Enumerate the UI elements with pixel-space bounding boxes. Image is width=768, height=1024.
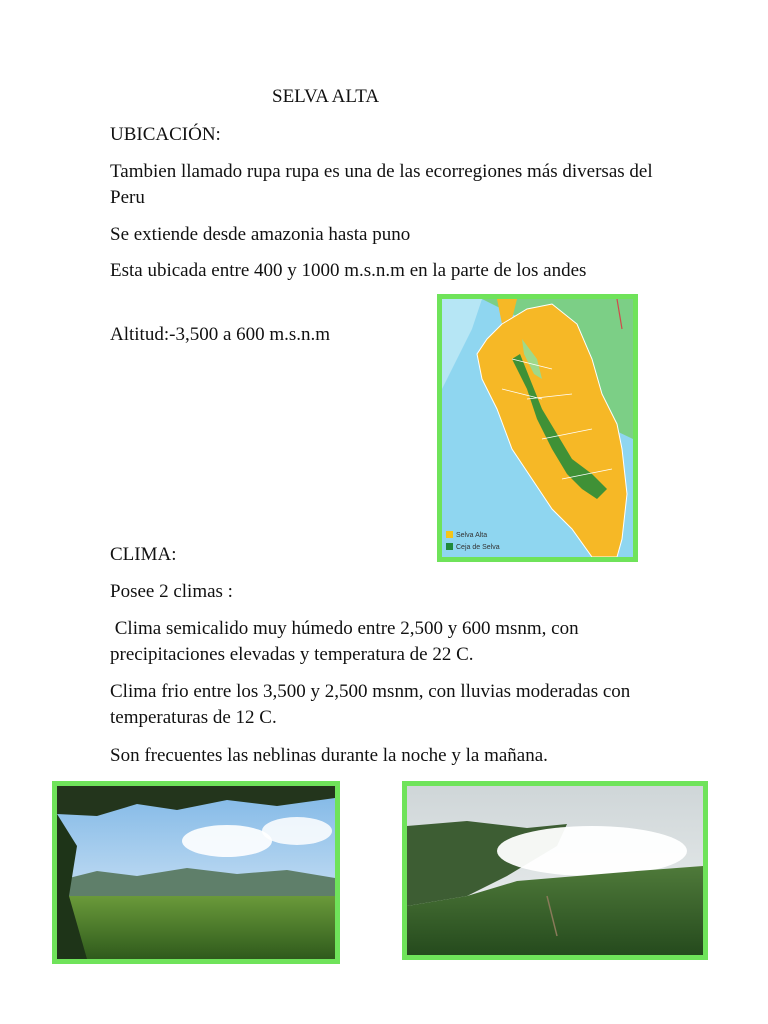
landscape-photo-1 xyxy=(52,781,340,964)
landscape-photo-2-graphic xyxy=(407,786,703,955)
legend-label-ceja-de-selva: Ceja de Selva xyxy=(456,544,500,551)
ubicacion-paragraph-3: Esta ubicada entre 400 y 1000 m.s.n.m en la parte de los andes xyxy=(110,260,587,281)
ubicacion-paragraph-2: Se extiende desde amazonia hasta puno xyxy=(110,224,411,245)
clima-paragraph-1: Posee 2 climas : xyxy=(110,581,233,602)
legend-swatch-selva-alta xyxy=(446,531,453,538)
cloud xyxy=(262,817,332,845)
ubicacion-paragraph-1: Tambien llamado rupa rupa es una de las ecorregiones más diversas del Peru xyxy=(110,161,653,208)
clima-paragraph-2: Clima semicalido muy húmedo entre 2,500 y 600 msnm, con precipitaciones elevadas y temperatura de 22 C. xyxy=(110,618,584,665)
ubicacion-heading: UBICACIÓN: xyxy=(110,124,221,145)
legend-label-selva-alta: Selva Alta xyxy=(456,532,488,539)
clima-paragraph-4: Son frecuentes las neblinas durante la noche y la mañana. xyxy=(110,745,548,766)
mist-cloud xyxy=(497,826,687,876)
altitude-text: Altitud:-3,500 a 600 m.s.n.m xyxy=(110,324,331,345)
cloud xyxy=(182,825,272,857)
clima-paragraph-3: Clima frio entre los 3,500 y 2,500 msnm, con lluvias moderadas con temperaturas de 12 C. xyxy=(110,681,631,728)
peru-map-image xyxy=(437,294,638,562)
green-field xyxy=(57,896,335,959)
page-title: SELVA ALTA xyxy=(272,86,380,107)
landscape-photo-2 xyxy=(402,781,708,960)
landscape-photo-1-graphic xyxy=(57,786,335,959)
clima-heading: CLIMA: xyxy=(110,544,177,565)
peru-map-graphic xyxy=(442,299,633,557)
